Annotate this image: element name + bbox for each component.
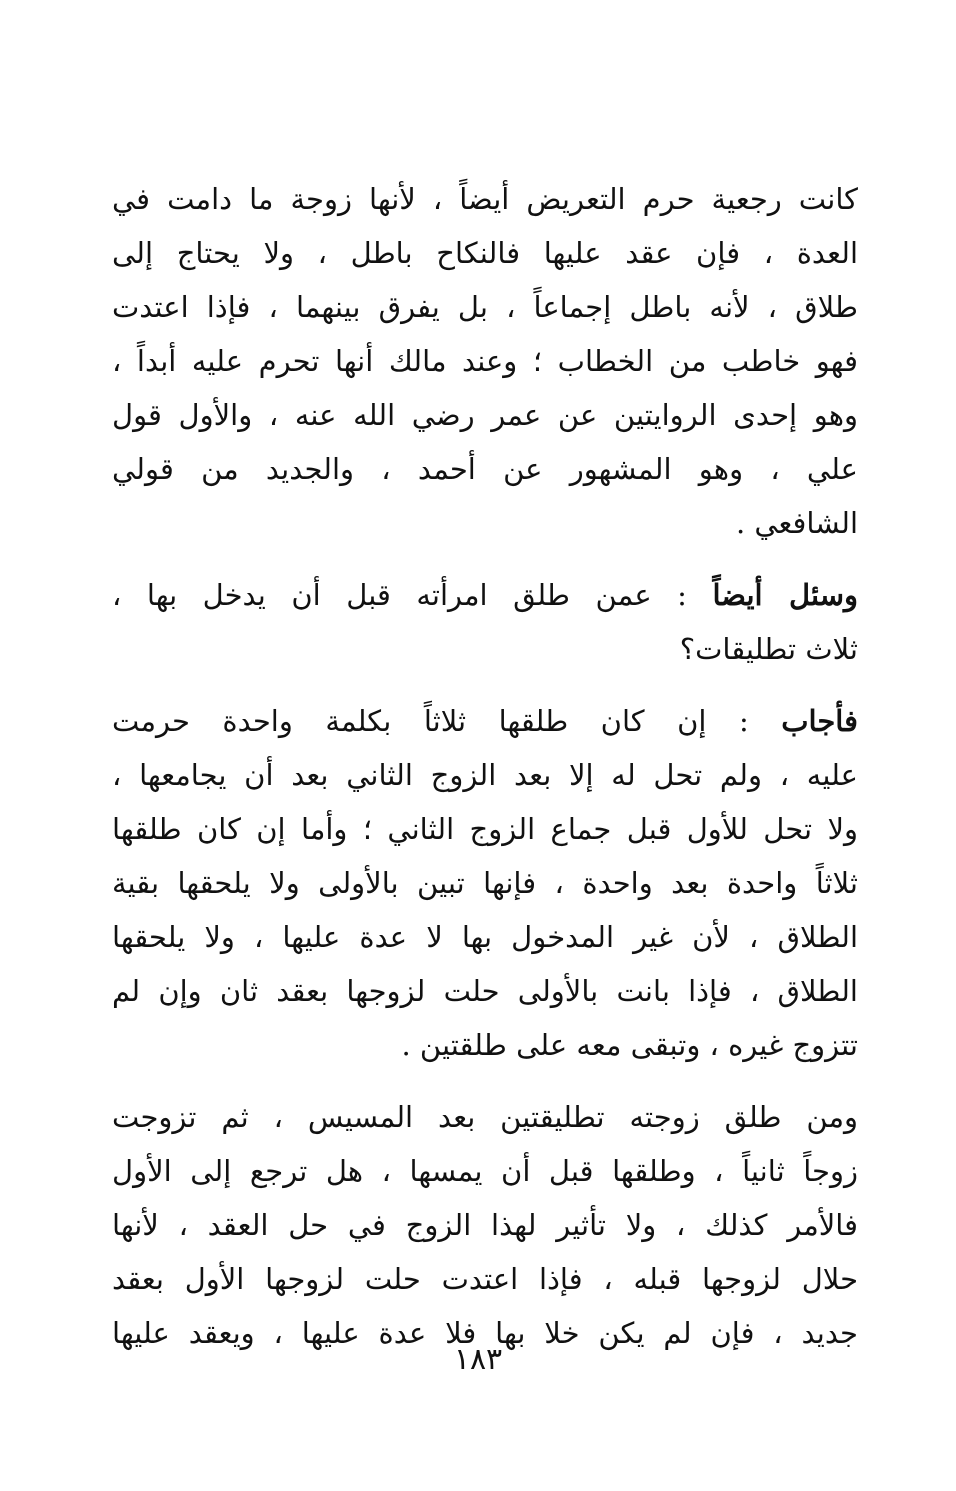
text-line: ثلاثاً واحدة بعد واحدة ، فإنها تبين بالأولى ولا يلحقها بقية bbox=[112, 866, 858, 900]
text-line: العدة ، فإن عقد عليها فالنكاح باطل ، ولا يحتاج إلى bbox=[112, 236, 858, 270]
text-line: الطلاق ، فإذا بانت بالأولى حلت لزوجها بعقد ثان وإن لم bbox=[112, 974, 858, 1008]
paragraph-lead: وسئل أيضاً bbox=[712, 578, 858, 612]
text-line: فهو خاطب من الخطاب ؛ وعند مالك أنها تحرم عليه أبداً ، bbox=[112, 344, 858, 378]
text-line: ولا تحل للأول قبل جماع الزوج الثاني ؛ وأما إن كان طلقها bbox=[112, 812, 858, 846]
text-line: طلاق ، لأنه باطل إجماعاً ، بل يفرق بينهما ، فإذا اعتدت bbox=[112, 290, 858, 324]
text-line bbox=[112, 568, 858, 622]
text-line: علي ، وهو المشهور عن أحمد ، والجديد من قولي bbox=[112, 452, 858, 486]
paragraph-4 bbox=[112, 1090, 858, 1360]
text-line: فالأمر كذلك ، ولا تأثير لهذا الزوج في حل العقد ، لأنها bbox=[112, 1208, 858, 1242]
paragraph-lead: فأجاب bbox=[781, 704, 858, 738]
text-line-rest: : عمن طلق امرأته قبل أن يدخل بها ، bbox=[112, 578, 713, 612]
text-line: حلال لزوجها قبله ، فإذا اعتدت حلت لزوجها الأول بعقد bbox=[112, 1262, 858, 1296]
text-line: عليه ، ولم تحل له إلا بعد الزوج الثاني بعد أن يجامعها ، bbox=[112, 758, 858, 792]
text-line: الطلاق ، لأن غير المدخول بها لا عدة عليها ، ولا يلحقها bbox=[112, 920, 858, 954]
text-line: كانت رجعية حرم التعريض أيضاً ، لأنها زوجة ما دامت في bbox=[112, 182, 858, 216]
text-line: ثلاث تطليقات؟ bbox=[679, 632, 858, 666]
text-line: ومن طلق زوجته تطليقتين بعد المسيس ، ثم تزوجت bbox=[112, 1100, 858, 1134]
text-line: الشافعي . bbox=[735, 506, 858, 540]
paragraph-1 bbox=[112, 172, 858, 550]
text-line-rest: : إن كان طلقها ثلاثاً بكلمة واحدة حرمت bbox=[112, 704, 782, 738]
text-line: زوجاً ثانياً ، وطلقها قبل أن يمسها ، هل ترجع إلى الأول bbox=[112, 1154, 858, 1188]
page-text bbox=[112, 172, 858, 1360]
paragraph-2 bbox=[112, 568, 858, 676]
text-line: وهو إحدى الروايتين عن عمر رضي الله عنه ، والأول قول bbox=[112, 398, 858, 432]
paragraph-3 bbox=[112, 694, 858, 1072]
page-number: ١٨٣ bbox=[453, 1342, 503, 1377]
text-line: تتزوج غيره ، وتبقى معه على طلقتين . bbox=[401, 1028, 858, 1062]
text-line bbox=[112, 694, 858, 748]
text-line: جديد ، فإن لم يكن خلا بها فلا عدة عليها ، ويعقد عليها bbox=[112, 1316, 858, 1350]
